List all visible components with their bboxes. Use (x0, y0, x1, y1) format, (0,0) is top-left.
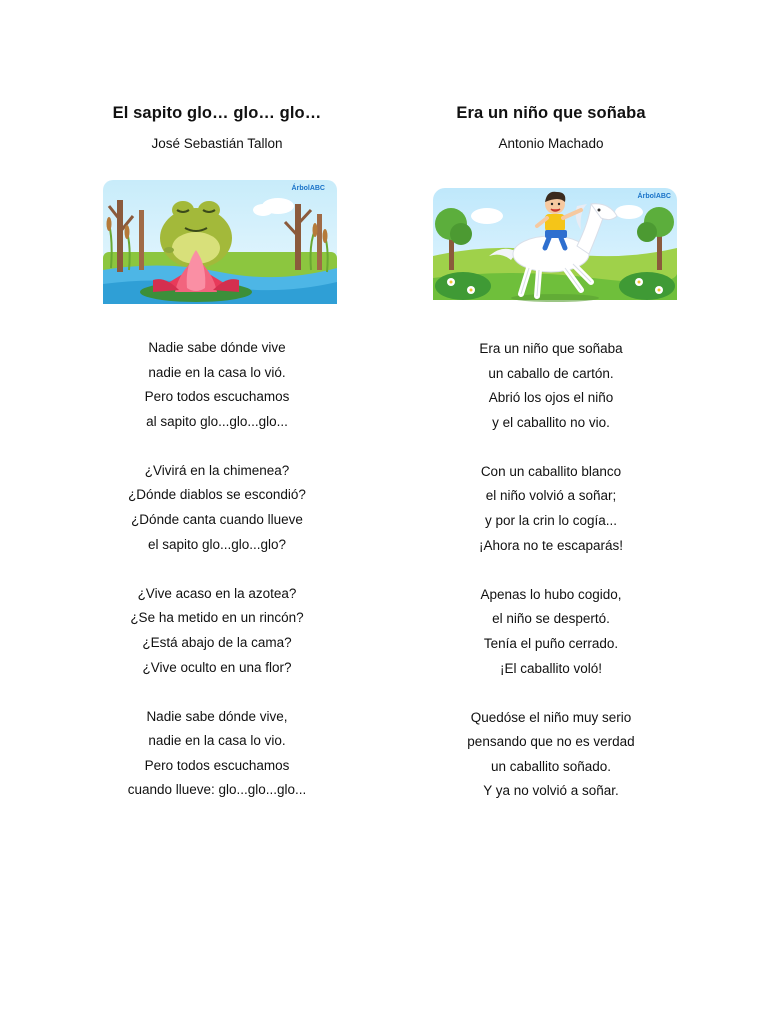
poem-line: y el caballito no vio. (492, 414, 610, 430)
poem-line: el sapito glo...glo...glo? (147, 536, 287, 552)
poem-line: ¿Se ha metido en un rincón? (130, 610, 304, 626)
poem-line: Era un niño que soñaba (479, 341, 623, 356)
arbolabc-logo: ÁrbolABC (637, 193, 671, 200)
stanza (401, 337, 701, 435)
stanza (401, 460, 701, 558)
poem-line: un caballo de cartón. (488, 365, 614, 381)
poem-line: ¿Dónde diablos se escondió? (128, 487, 306, 503)
poem-line: Con un caballito blanco (480, 463, 622, 479)
poem-line: nadie en la casa lo vió. (148, 364, 286, 380)
poem-line: Pero todos escuchamos (144, 389, 290, 405)
poem-line: Pero todos escuchamos (144, 757, 290, 773)
stanza (401, 583, 701, 681)
poem-line: Y ya no volvió a soñar. (483, 783, 619, 799)
stanza (67, 582, 367, 680)
poem-line: Apenas lo hubo cogido, (480, 586, 622, 602)
poem-line: al sapito glo...glo...glo... (146, 413, 288, 429)
poem-title: Era un niño que soñaba (456, 104, 646, 122)
poem-line: ¿Vive acaso en la azotea? (137, 585, 297, 601)
poem-author: Antonio Machado (498, 136, 604, 151)
stanza (67, 336, 367, 434)
poem-author: José Sebastián Tallon (151, 136, 283, 151)
poem-line: Nadie sabe dónde vive, (146, 708, 288, 724)
poem-line: cuando llueve: glo...glo...glo... (127, 782, 307, 798)
poem-line: Quedóse el niño muy serio (470, 709, 632, 725)
frog-lotus-illustration (103, 180, 337, 304)
poem-body (401, 337, 701, 829)
poem-line: el niño se despertó. (492, 611, 610, 627)
poem-line: ¿Vivirá en la chimenea? (144, 462, 290, 478)
arbolabc-logo: ÁrbolABC (291, 185, 325, 192)
stanza (67, 705, 367, 803)
poem-line: y por la crin lo cogía... (484, 513, 618, 529)
poem-line: Nadie sabe dónde vive (148, 340, 286, 355)
poem-body (67, 336, 367, 828)
poem-line: ¡El caballito voló! (499, 660, 603, 676)
poem-line: nadie en la casa lo vio. (148, 733, 286, 749)
poem-line: ¿Está abajo de la cama? (142, 634, 292, 650)
stanza (401, 706, 701, 804)
poem-line: ¿Dónde canta cuando llueve (131, 512, 303, 528)
poem-title: El sapito glo… glo… glo… (112, 104, 322, 122)
poem-line: ¡Ahora no te escaparás! (478, 537, 624, 553)
boy-horse-illustration (433, 182, 677, 304)
stanza (67, 459, 367, 557)
poem-line: el niño volvió a soñar; (485, 488, 617, 504)
poem-line: Tenía el puño cerrado. (483, 635, 619, 651)
poem-line: Abrió los ojos el niño (488, 390, 614, 406)
poem-line: un caballito soñado. (490, 758, 612, 774)
poem-line: pensando que no es verdad (467, 734, 635, 750)
poem-line: ¿Vive oculto en una flor? (142, 659, 292, 675)
